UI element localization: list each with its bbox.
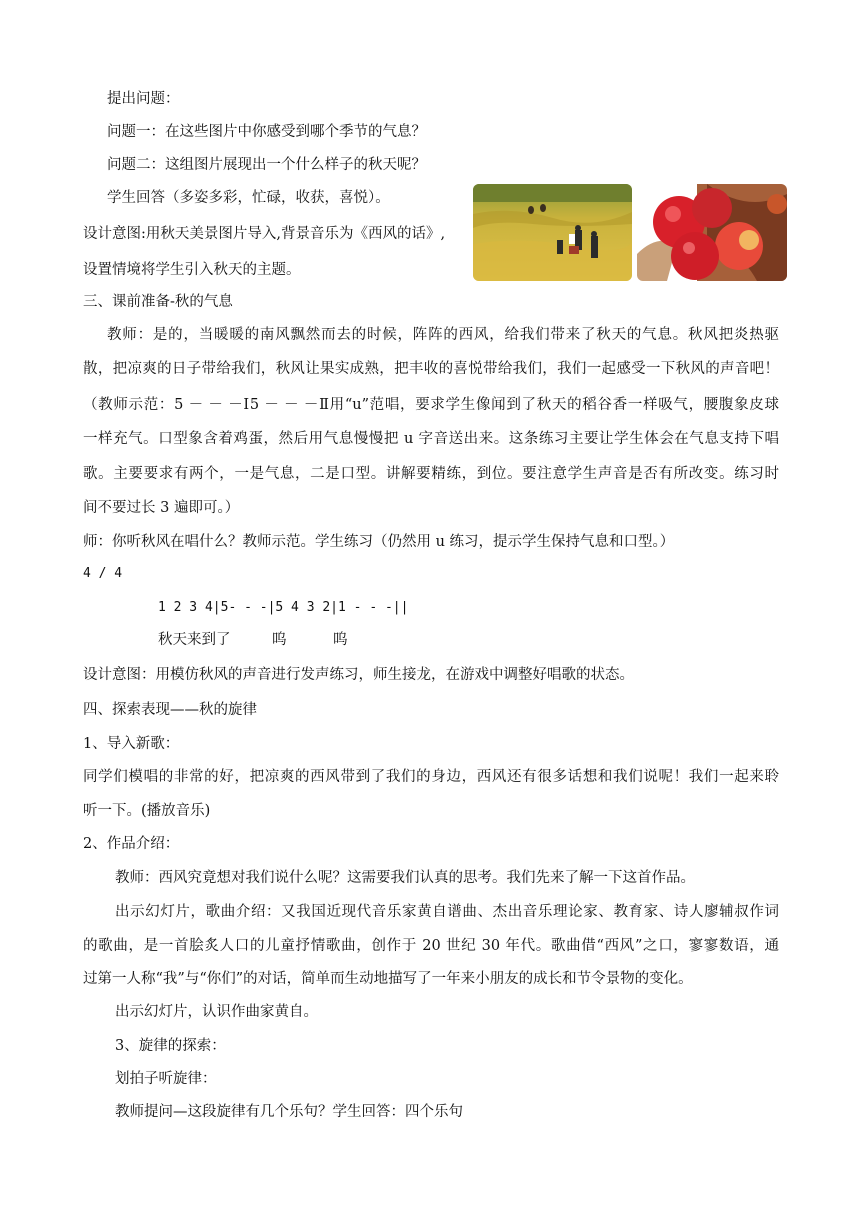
text-line: 提出问题： [107, 91, 180, 107]
text-line: 设计意图:用秋天美景图片导入,背景音乐为《西风的话》, [83, 226, 446, 242]
text-line: 同学们模唱的非常的好，把凉爽的西风带到了我们的身边，西风还有很多话想和我们说呢！我们一起来聆 [83, 769, 779, 785]
rice-harvest-photo [473, 184, 632, 281]
lyric-text: 呜 [333, 632, 348, 648]
text-line: （教师示范：5 － － －Ⅰ5 － － －Ⅱ用“u”范唱，要求学生像闻到了秋天的稻谷香一样吸气，腰腹象皮球 [83, 397, 779, 413]
text-line: 的歌曲，是一首脍炙人口的儿童抒情歌曲，创作于 20 世纪 30 年代。歌曲借“西风”之口，寥寥数语，通 [83, 938, 779, 954]
text-line: 一样充气。口型象含着鸡蛋，然后用气息慢慢把 u 字音送出来。这条练习主要让学生体会在气息支持下唱 [83, 431, 779, 447]
text-line: 歌。主要要求有两个，一是气息，二是口型。讲解要精练，到位。要注意学生声音是否有所改变。练习时 [83, 466, 779, 482]
text-line: 散，把凉爽的日子带给我们，秋风让果实成熟，把丰收的喜悦带给我们，我们一起感受一下秋风的声音吧！ [83, 361, 779, 377]
text-line: 听一下。(播放音乐) [83, 803, 211, 819]
text-line: 师：你听秋风在唱什么？教师示范。学生练习（仍然用 u 练习，提示学生保持气息和口型。） [83, 534, 675, 550]
text-line: 教师提问—这段旋律有几个乐句？学生回答：四个乐句 [115, 1104, 463, 1120]
text-line: 过第一人称“我”与“你们”的对话，简单而生动地描写了一年来小朋友的成长和节令景物的变化。 [83, 971, 693, 987]
section-heading: 四、探索表现——秋的旋律 [83, 702, 257, 718]
lyric-text: 呜 [272, 632, 287, 648]
section-heading: 三、课前准备-秋的气息 [83, 294, 233, 310]
text-line: 问题二：这组图片展现出一个什么样子的秋天呢？ [107, 157, 426, 173]
text-line: 教师：是的，当暖暖的南风飘然而去的时候，阵阵的西风，给我们带来了秋天的气息。秋风把炎热驱 [107, 327, 779, 343]
time-signature: 4 / 4 [83, 566, 123, 581]
melody-notation: 1 2 3 4|5- - -|5 4 3 2|1 - - -|| [158, 600, 409, 615]
lyric-text: 秋天来到了 [158, 632, 231, 648]
text-line: 间不要过长 3 遍即可。） [83, 500, 240, 516]
text-line: 问题一：在这些图片中你感受到哪个季节的气息？ [107, 124, 426, 140]
text-line: 学生回答（多姿多彩，忙碌，收获，喜悦）。 [107, 190, 390, 206]
text-line: 出示幻灯片，认识作曲家黄自。 [115, 1004, 318, 1020]
text-line: 设置情境将学生引入秋天的主题。 [83, 262, 301, 278]
subsection-heading: 1、导入新歌： [83, 736, 180, 752]
text-line: 教师：西风究竟想对我们说什么呢？这需要我们认真的思考。我们先来了解一下这首作品。 [115, 870, 695, 886]
text-line: 出示幻灯片，歌曲介绍：又我国近现代音乐家黄自谱曲、杰出音乐理论家、教育家、诗人廖辅叔作词 [115, 904, 779, 920]
text-line: 划拍子听旋律： [115, 1071, 217, 1087]
red-apples-photo [637, 184, 787, 281]
subsection-heading: 3、旋律的探索： [115, 1038, 226, 1054]
subsection-heading: 2、作品介绍： [83, 836, 180, 852]
text-line: 设计意图：用模仿秋风的声音进行发声练习，师生接龙，在游戏中调整好唱歌的状态。 [83, 667, 634, 683]
